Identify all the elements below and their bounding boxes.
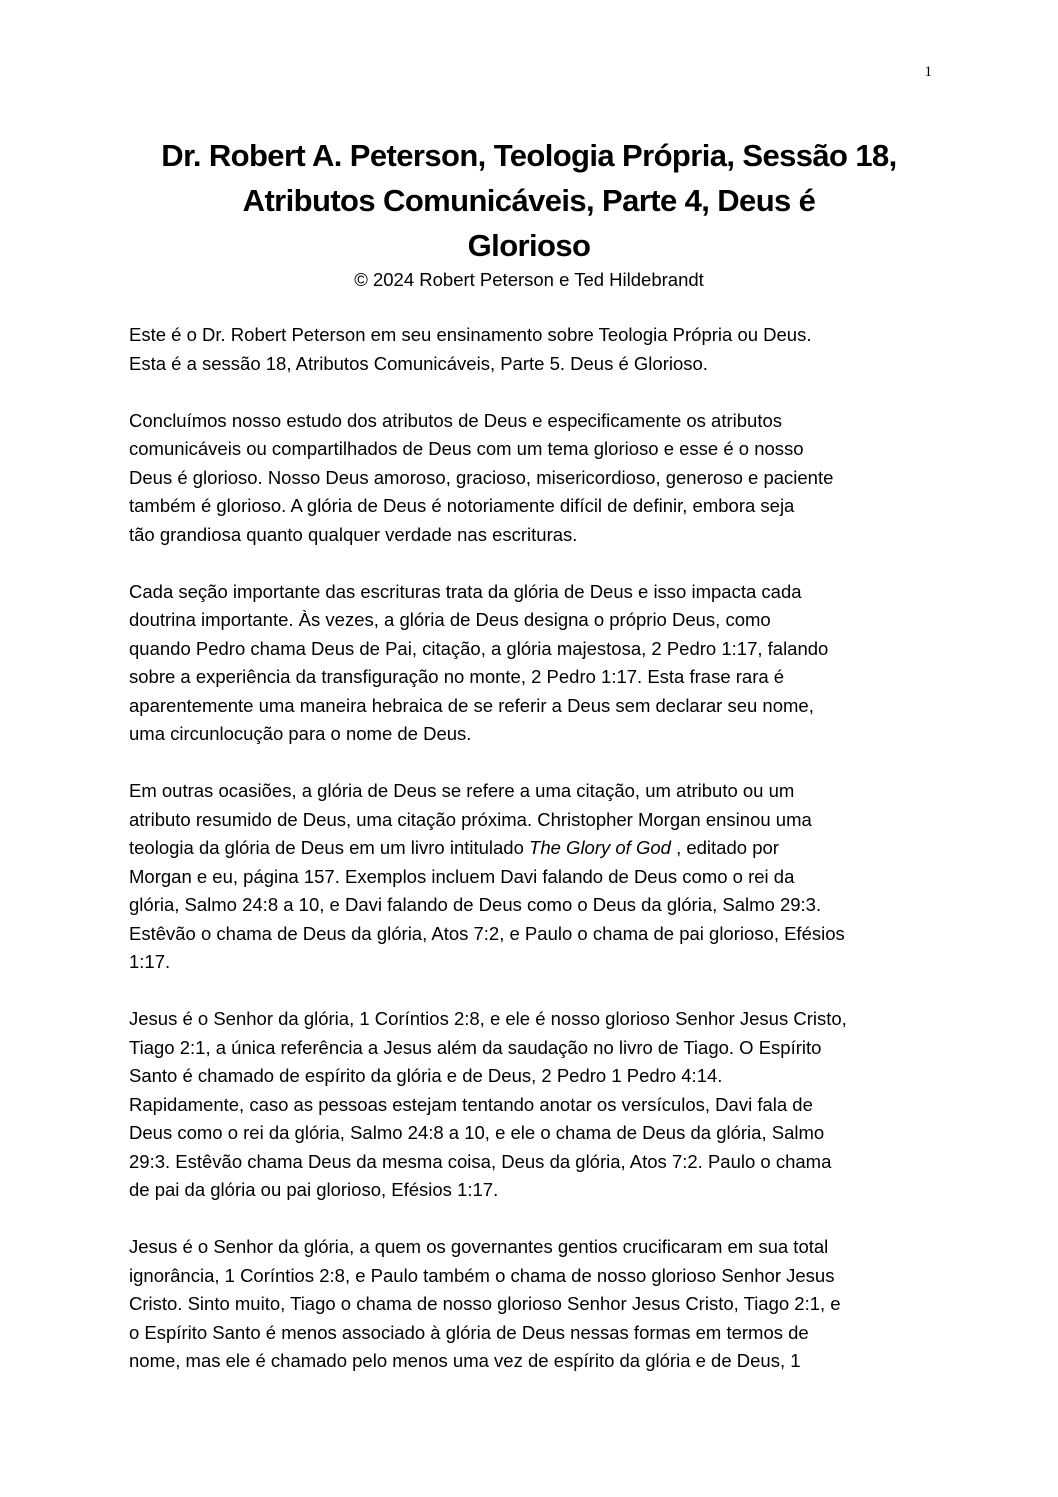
- text-line: de pai da glória ou pai glorioso, Efésios 1:17.: [129, 1179, 499, 1200]
- text-line: tão grandiosa quanto qualquer verdade nas escrituras.: [129, 523, 578, 545]
- text-line: sobre a experiência da transfiguração no monte, 2 Pedro 1:17. Esta frase rara é: [129, 666, 785, 687]
- text-line: Rapidamente, caso as pessoas estejam tentando anotar os versículos, Davi fala de: [129, 1093, 813, 1115]
- book-title: The Glory of God: [529, 837, 671, 858]
- text-line: uma circunlocução para o nome de Deus.: [129, 723, 472, 744]
- text-line: Jesus é o Senhor da glória, a quem os governantes gentios crucificaram em sua total: [129, 1236, 829, 1257]
- text-line: Esta é a sessão 18, Atributos Comunicáveis, Parte 5. Deus é Glorioso.: [129, 352, 708, 374]
- text-line: glória, Salmo 24:8 a 10, e Davi falando de Deus como o Deus da glória, Salmo 29:3.: [129, 894, 822, 915]
- text-line: nome, mas ele é chamado pelo menos uma vez de espírito da glória e de Deus, 1: [129, 1350, 801, 1371]
- text-line-with-title: [129, 834, 934, 863]
- text-line: Santo é chamado de espírito da glória e de Deus, 2 Pedro 1 Pedro 4:14.: [129, 1065, 723, 1086]
- text-line: doutrina importante. Às vezes, a glória de Deus designa o próprio Deus, como: [129, 609, 771, 630]
- body-text: [129, 321, 934, 1404]
- text-line: aparentemente uma maneira hebraica de se referir a Deus sem declarar seu nome,: [129, 694, 814, 716]
- text-line: Cada seção importante das escrituras trata da glória de Deus e isso impacta cada: [129, 580, 802, 602]
- text-line: Em outras ocasiões, a glória de Deus se refere a uma citação, um atributo ou um: [129, 780, 795, 801]
- text-line: o Espírito Santo é menos associado à glória de Deus nessas formas em termos de: [129, 1321, 809, 1343]
- text-line: Morgan e eu, página 157. Exemplos incluem Davi falando de Deus como o rei da: [129, 865, 795, 887]
- page-number: 1: [924, 64, 932, 80]
- text-line: Deus é glorioso. Nosso Deus amoroso, gracioso, misericordioso, generoso e paciente: [129, 466, 834, 488]
- text-line: Cristo. Sinto muito, Tiago o chama de nosso glorioso Senhor Jesus Cristo, Tiago 2:1, e: [129, 1293, 841, 1314]
- paragraph-6: [129, 1233, 934, 1376]
- text-line: ignorância, 1 Coríntios 2:8, e Paulo também o chama de nosso glorioso Senhor Jesus: [129, 1264, 835, 1286]
- document-title: [120, 133, 938, 268]
- paragraph-3: [129, 578, 934, 749]
- paragraph-1: [129, 321, 934, 378]
- text-line: atributo resumido de Deus, uma citação próxima. Christopher Morgan ensinou uma: [129, 808, 812, 830]
- text-line: Deus como o rei da glória, Salmo 24:8 a 10, e ele o chama de Deus da glória, Salmo: [129, 1122, 825, 1143]
- text-line: também é glorioso. A glória de Deus é notoriamente difícil de definir, embora seja: [129, 495, 795, 516]
- text-line: 1:17.: [129, 951, 171, 972]
- text-line: Este é o Dr. Robert Peterson em seu ensinamento sobre Teologia Própria ou Deus.: [129, 324, 812, 345]
- copyright-notice: © 2024 Robert Peterson e Ted Hildebrandt: [354, 269, 704, 290]
- title-line: Atributos Comunicáveis, Parte 4, Deus é: [242, 183, 816, 218]
- text-line: Jesus é o Senhor da glória, 1 Coríntios 2:8, e ele é nosso glorioso Senhor Jesus Cristo,: [129, 1008, 847, 1029]
- text-line: 29:3. Estêvão chama Deus da mesma coisa, Deus da glória, Atos 7:2. Paulo o chama: [129, 1150, 832, 1172]
- text-line: Estêvão o chama de Deus da glória, Atos 7:2, e Paulo o chama de pai glorioso, Efésios: [129, 922, 845, 944]
- text-fragment: teologia da glória de Deus em um livro intitulado: [129, 837, 530, 858]
- text-fragment: , editado por: [670, 837, 779, 858]
- title-line: Dr. Robert A. Peterson, Teologia Própria, Sessão 18,: [161, 138, 897, 173]
- text-line: comunicáveis ou compartilhados de Deus com um tema glorioso e esse é o nosso: [129, 438, 804, 459]
- paragraph-5: [129, 1005, 934, 1205]
- text-line: Tiago 2:1, a única referência a Jesus além da saudação no livro de Tiago. O Espírito: [129, 1036, 822, 1058]
- title-line: Glorioso: [467, 228, 591, 263]
- text-line: quando Pedro chama Deus de Pai, citação, a glória majestosa, 2 Pedro 1:17, falando: [129, 637, 829, 659]
- paragraph-4: [129, 777, 934, 977]
- text-line: Concluímos nosso estudo dos atributos de Deus e especificamente os atributos: [129, 409, 783, 431]
- paragraph-2: [129, 407, 934, 550]
